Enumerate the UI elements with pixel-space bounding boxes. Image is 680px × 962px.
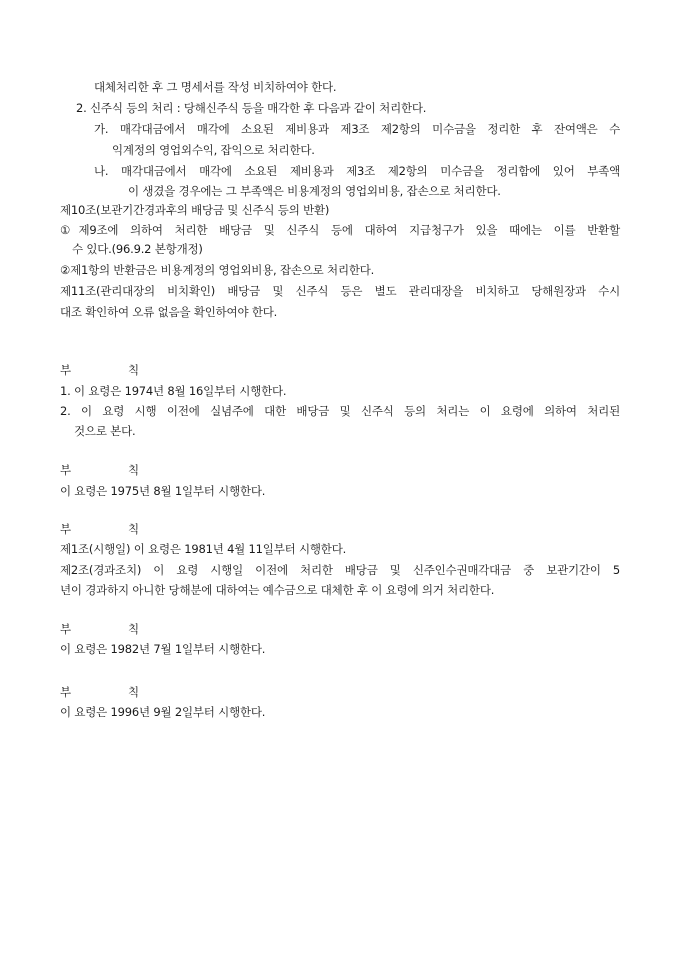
addendum-heading-bu: 부 (60, 685, 72, 699)
addendum4-line: 이 요령은 1982년 7월 1일부터 시행한다. (60, 642, 266, 656)
addendum-heading-bu: 부 (60, 463, 72, 477)
addendum5-line: 이 요령은 1996년 9월 2일부터 시행한다. (60, 705, 266, 719)
item-2: 2. 신주식 등의 처리 : 당해신주식 등을 매각한 후 다음과 같이 처리한다. (76, 101, 427, 115)
addendum-heading-bu: 부 (60, 522, 72, 536)
addendum-heading-bu: 부 (60, 622, 72, 636)
addendum-heading (60, 621, 139, 637)
article-11-line1: 제11조(관리대장의 비치확인) 배당금 및 신주식 등은 별도 관리대장을 비치하고 당해원장과 수시 (60, 284, 620, 298)
continuation-line: 대체처리한 후 그 명세서를 작성 비치하여야 한다. (94, 80, 337, 94)
article-10-para2: ②제1항의 반환금은 비용계정의 영업외비용, 잡손으로 처리한다. (60, 263, 375, 277)
addendum-heading-chik: 칙 (128, 685, 140, 699)
addendum1-item2-line1: 2. 이 요령 시행 이전에 실념주에 대한 배당금 및 신주식 등의 처리는 이 요령에 의하여 처리된 (60, 404, 620, 418)
addendum-heading-chik: 칙 (128, 363, 140, 377)
item-na-line2: 이 생겼을 경우에는 그 부족액은 비용계정의 영업외비용, 잡손으로 처리한다. (128, 184, 501, 198)
article-10-para1-line1: ①제9조에 의하여 처리한 배당금 및 신주식 등에 대하여 지급청구가 있을 때에는 이를 반환할 (60, 223, 620, 237)
addendum-heading (60, 462, 139, 478)
addendum3-article1: 제1조(시행일) 이 요령은 1981년 4월 11일부터 시행한다. (60, 542, 347, 556)
article-10-title: 제10조(보관기간경과후의 배당금 및 신주식 등의 반환) (60, 203, 330, 217)
addendum-heading-bu: 부 (60, 363, 72, 377)
addendum1-item1: 1. 이 요령은 1974년 8월 16일부터 시행한다. (60, 384, 287, 398)
item-ga-line2: 익계정의 영업외수익, 잡익으로 처리한다. (112, 143, 315, 157)
addendum-heading (60, 362, 139, 378)
addendum-heading (60, 521, 139, 537)
addendum3-article2-line1: 제2조(경과조치) 이 요령 시행일 이전에 처리한 배당금 및 신주인수권매각대금 중 보관기간이 5 (60, 563, 620, 577)
article-11-line2: 대조 확인하여 오류 없음을 확인하여야 한다. (60, 305, 278, 319)
addendum-heading-chik: 칙 (128, 622, 140, 636)
addendum-heading-chik: 칙 (128, 463, 140, 477)
addendum1-item2-line2: 것으로 본다. (74, 424, 136, 438)
article-10-para1-line2: 수 있다.(96.9.2 본항개정) (72, 242, 203, 256)
addendum2-line: 이 요령은 1975년 8월 1일부터 시행한다. (60, 484, 266, 498)
addendum-heading (60, 684, 139, 700)
item-ga-line1: 가. 매각대금에서 매각에 소요된 제비용과 제3조 제2항의 미수금을 정리한 후 잔여액은 수 (94, 122, 620, 136)
item-na-line1: 나. 매각대금에서 매각에 소요된 제비용과 제3조 제2항의 미수금을 정리함에 있어 부족액 (94, 164, 620, 178)
addendum3-article2-line2: 년이 경과하지 아니한 당해분에 대하여는 예수금으로 대체한 후 이 요령에 의거 처리한다. (60, 583, 495, 597)
addendum-heading-chik: 칙 (128, 522, 140, 536)
